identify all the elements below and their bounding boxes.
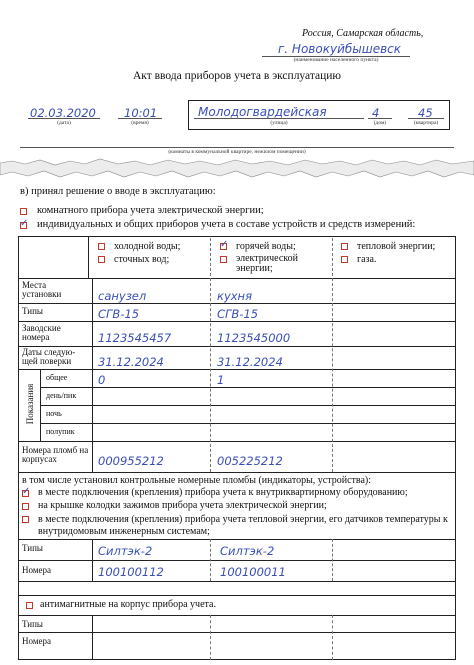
grid-vline-dashed	[210, 615, 211, 660]
time-underline	[118, 118, 162, 119]
apartment-underline	[408, 118, 444, 119]
reading-total-label: общее	[46, 373, 68, 382]
heat-checkbox[interactable]	[341, 243, 348, 250]
row-label-serial: Заводские номера	[22, 323, 61, 342]
reading-day-label: день/пик	[46, 391, 77, 400]
meter1-reading-total[interactable]: 0	[98, 373, 106, 387]
grid-hline	[40, 387, 456, 388]
seal-option-connection-label: в месте подключения (крепления) прибора учета к внутриквартирному оборудованию;	[38, 487, 408, 498]
house-field[interactable]: 4	[372, 106, 380, 120]
meter1-seal[interactable]: 000955212	[98, 454, 164, 468]
date-caption: (дата)	[57, 120, 71, 126]
grid-hline	[40, 423, 456, 424]
grid-vline-dashed	[210, 539, 211, 581]
row-label-readings: Показания	[25, 383, 35, 425]
date-underline	[28, 118, 100, 119]
antimagnetic-checkbox[interactable]	[26, 602, 33, 609]
hot-water-label: горячей воды;	[236, 241, 296, 252]
seal-option-heat-sensors-label: в месте подключения (крепления) прибора учета тепловой энергии, его датчиков температуры к внутридомовым инженерным системам;	[38, 514, 448, 537]
grid-hline	[18, 560, 456, 561]
grid-vline-dashed	[332, 278, 333, 472]
meter2-seal[interactable]: 005225212	[217, 454, 283, 468]
seal-option-connection-checkbox[interactable]	[22, 490, 29, 497]
grid-hline	[18, 595, 456, 596]
grid-vline-dashed	[332, 539, 333, 581]
rooms-underline	[20, 147, 454, 148]
street-field[interactable]: Молодогвардейская	[198, 105, 327, 119]
option-individual-meters-checkbox[interactable]	[20, 222, 27, 229]
grid-hline	[18, 615, 456, 616]
meter2-reading-total[interactable]: 1	[217, 373, 225, 387]
grid-hline	[18, 369, 456, 370]
electric-checkbox[interactable]	[220, 256, 227, 263]
document-title: Акт ввода приборов учета в эксплуатацию	[132, 70, 342, 82]
waste-water-label: сточных вод;	[114, 254, 170, 265]
seals-types-label: Типы	[22, 543, 43, 553]
reading-night-label: ночь	[46, 409, 62, 418]
time-caption: (время)	[131, 120, 149, 126]
grid-hline	[40, 405, 456, 406]
house-underline	[368, 118, 392, 119]
meter2-verification[interactable]: 31.12.2024	[217, 355, 283, 369]
grid-vline	[92, 615, 93, 660]
cold-water-checkbox[interactable]	[98, 243, 105, 250]
meter1-verification[interactable]: 31.12.2024	[98, 355, 164, 369]
decision-heading: в) принял решение о вводе в эксплуатацию:	[20, 186, 216, 197]
grid-vline	[40, 369, 41, 441]
street-underline	[194, 118, 364, 119]
seals-numbers-label: Номера	[22, 565, 52, 575]
seal1-number[interactable]: 100100112	[98, 565, 164, 579]
meter1-type[interactable]: СГВ-15	[98, 307, 140, 321]
grid-vline-dashed	[332, 615, 333, 660]
seal-option-terminal-cover-checkbox[interactable]	[22, 503, 29, 510]
grid-hline	[18, 346, 456, 347]
gas-label: газа.	[357, 254, 377, 265]
option-individual-meters-label: индивидуальных и общих приборов учета в составе устройств и средств измерений:	[37, 219, 416, 230]
row-label-types: Типы	[22, 306, 43, 316]
city-field[interactable]: г. Новокуйбышевск	[278, 42, 402, 56]
meter2-place[interactable]: кухня	[217, 289, 252, 303]
grid-hline	[18, 278, 456, 279]
seal2-number[interactable]: 100100011	[220, 565, 286, 579]
resource-col-divider-1	[210, 238, 211, 276]
grid-hline	[18, 581, 456, 582]
region-text: Россия, Самарская область,	[302, 28, 424, 39]
grid-hline	[18, 303, 456, 304]
seal-option-terminal-cover-label: на крышке колодки зажимов прибора учета электрической энергии;	[38, 500, 327, 511]
meter2-type[interactable]: СГВ-15	[217, 307, 259, 321]
seal-option-heat-sensors-checkbox[interactable]	[22, 516, 29, 523]
option-room-electric-checkbox[interactable]	[20, 208, 27, 215]
grid-vline	[92, 278, 93, 472]
resource-col-divider-2	[332, 238, 333, 276]
heat-label: тепловой энергии;	[357, 241, 436, 252]
grid-hline	[18, 441, 456, 442]
grid-hline	[18, 539, 456, 540]
seals-intro: в том числе установил контрольные номерные пломбы (индикаторы, устройства):	[22, 475, 372, 486]
gas-checkbox[interactable]	[341, 256, 348, 263]
grid-hline	[18, 632, 456, 633]
time-field[interactable]: 10:01	[124, 106, 158, 120]
seal1-type[interactable]: Силтэк-2	[98, 544, 153, 558]
cold-water-label: холодной воды;	[114, 241, 181, 252]
row-label-seal: Номера пломб на корпусах	[22, 445, 89, 464]
city-caption: (наименование населенного пункта)	[293, 57, 379, 63]
row-label-verification: Даты следую-щей поверки	[22, 347, 76, 366]
row-label-place: Места установки	[22, 280, 62, 299]
meter2-serial[interactable]: 1123545000	[217, 331, 291, 345]
torn-edge-divider	[0, 155, 474, 181]
grid-vline	[92, 539, 93, 581]
seal2-type[interactable]: Силтэк-2	[220, 544, 275, 558]
meter1-place[interactable]: санузел	[98, 289, 147, 303]
hot-water-checkbox[interactable]	[220, 243, 227, 250]
date-field[interactable]: 02.03.2020	[30, 106, 96, 120]
option-room-electric-label: комнатного прибора учета электрической энергии;	[37, 205, 264, 216]
reading-half-peak-label: полупик	[46, 427, 75, 436]
rooms-caption: (комнаты в коммунальной квартире, нежилом помещении)	[168, 149, 306, 155]
street-caption: (улица)	[270, 120, 288, 126]
grid-hline	[18, 321, 456, 322]
antimagnetic-numbers-label: Номера	[22, 636, 52, 646]
electric-label: электрической энергии;	[236, 253, 298, 274]
waste-water-checkbox[interactable]	[98, 256, 105, 263]
grid-vline-dashed	[210, 278, 211, 472]
resource-block-left	[88, 236, 89, 278]
antimagnetic-label: антимагнитные на корпус прибора учета.	[40, 599, 216, 610]
house-caption: (дом)	[373, 120, 387, 126]
antimagnetic-types-label: Типы	[22, 619, 43, 629]
apartment-field[interactable]: 45	[418, 106, 433, 120]
meter1-serial[interactable]: 1123545457	[98, 331, 172, 345]
apartment-caption: (квартира)	[413, 120, 439, 126]
grid-hline	[18, 472, 456, 473]
